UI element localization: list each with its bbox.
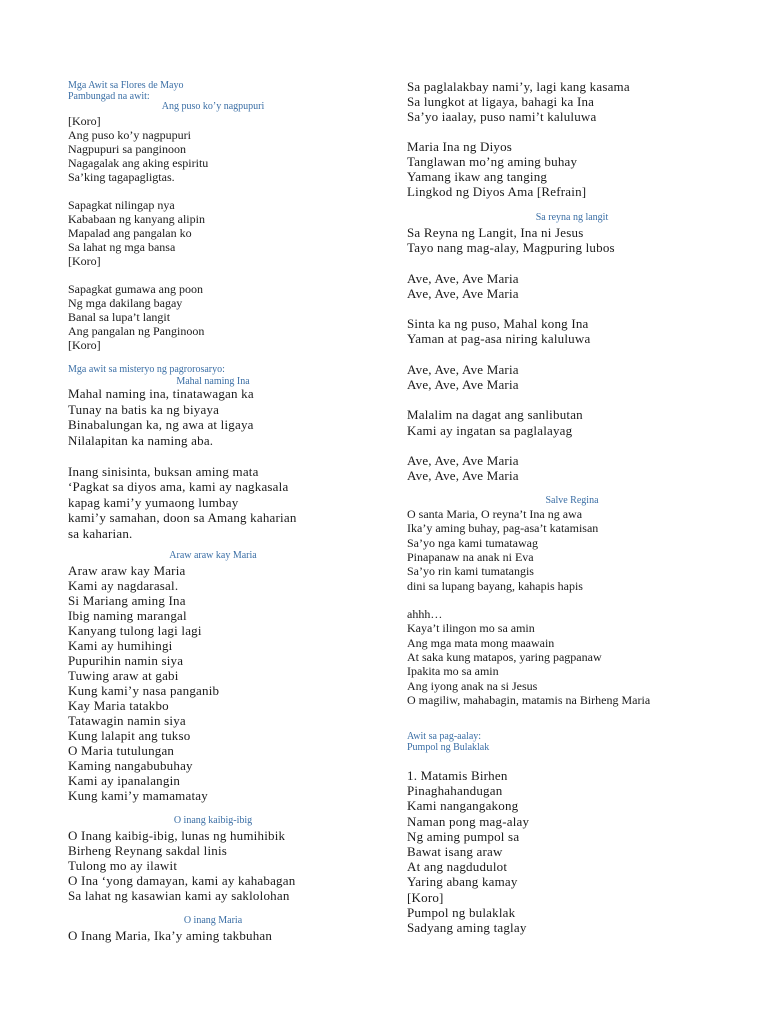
lyric-line: Kababaan ng kanyang alipin: [68, 212, 205, 226]
song-title: Sa reyna ng langit: [535, 212, 609, 223]
lyric-line: Ave, Ave, Ave Maria: [407, 468, 519, 484]
lyric-line: Sa’yo iaalay, puso nami’t kaluluwa: [407, 109, 597, 124]
lyric-line: Kaming nangabubuhay: [68, 758, 193, 773]
lyric-line: Pumpol ng bulaklak: [407, 904, 516, 920]
lyric-line: Ika’y aming buhay, pag-asa’t katamisan: [407, 521, 599, 536]
lyric-line: Bawat isang araw: [407, 844, 503, 859]
lyric-line: Sa Reyna ng Langit, Ina ni Jesus: [407, 225, 584, 240]
lyric-line: [Koro]: [68, 338, 101, 352]
lyric-line: Yaman at pag-asa niring kaluluwa: [407, 331, 591, 347]
lyric-line: Ave, Ave, Ave Maria: [407, 377, 519, 392]
lyric-line: Sa’yo nga kami tumatawag: [407, 535, 538, 550]
lyric-line: Yamang ikaw ang tanging: [407, 169, 548, 184]
lyric-line: Ave, Ave, Ave Maria: [407, 285, 519, 301]
lyric-line: Pinaghahandugan: [407, 783, 503, 799]
lyric-line: Tatawagin namin siya: [68, 713, 186, 728]
lyric-line: Mahal naming ina, tinatawagan ka: [68, 386, 254, 401]
lyric-line: At saka kung matapos, yaring pagpanaw: [407, 650, 602, 664]
lyric-line: Kami ay humihingi: [68, 638, 173, 653]
lyric-line: Sa lungkot at ligaya, bahagi ka Ina: [407, 94, 595, 109]
lyric-line: Sa lahat ng kasawian kami ay saklolohan: [68, 888, 290, 903]
lyric-line: Pupurihin namin siya: [68, 653, 184, 668]
lyric-line: Ang puso ko’y nagpupuri: [68, 128, 191, 142]
song-title: O inang Maria: [183, 915, 243, 926]
lyric-line: Tunay na batis ka ng biyaya: [68, 401, 220, 417]
lyric-line: Ang mga mata mong maawain: [407, 635, 555, 650]
lyric-line: Mapalad ang pangalan ko: [68, 226, 192, 240]
lyric-line: ahhh…: [407, 607, 443, 622]
song-title: O inang kaibig-ibig: [173, 815, 253, 826]
lyric-line: Banal sa lupa’t langit: [68, 310, 171, 324]
lyric-line: O Ina ‘yong damayan, kami ay kahabagan: [68, 873, 296, 888]
lyric-line: At ang nagdudulot: [407, 859, 508, 875]
song-title: Pumpol ng Bulaklak: [407, 742, 490, 753]
section-label-opening: Pambungad na awit:: [68, 91, 150, 102]
lyric-line: Lingkod ng Diyos Ama [Refrain]: [407, 184, 587, 199]
section-label-offering: Awit sa pag-aalay:: [407, 731, 482, 742]
lyric-line: Sa paglalakbay nami’y, lagi kang kasama: [407, 79, 630, 94]
lyric-line: Kung kami’y nasa panganib: [68, 683, 220, 698]
lyric-line: Tuwing araw at gabi: [68, 668, 179, 683]
lyric-line: Ng mga dakilang bagay: [68, 296, 183, 310]
lyric-line: Kami nangangakong: [407, 798, 519, 814]
lyric-line: Malalim na dagat ang sanlibutan: [407, 407, 583, 423]
lyric-line: [Koro]: [68, 254, 101, 268]
lyric-line: Kanyang tulong lagi lagi: [68, 623, 202, 638]
lyric-line: Ipakita mo sa amin: [407, 664, 499, 679]
song-title: Araw araw kay Maria: [169, 550, 257, 561]
lyric-line: Kung kami’y mamamatay: [68, 788, 208, 803]
lyric-line: Sapagkat nilingap nya: [68, 198, 175, 212]
lyric-line: Birheng Reynang sakdal linis: [68, 843, 228, 858]
lyric-line: Sa’king tagapagligtas.: [68, 170, 175, 184]
lyric-line: O Inang kaibig-ibig, lunas ng humihibik: [68, 828, 286, 843]
lyric-line: 1. Matamis Birhen: [407, 768, 508, 783]
lyric-line: Kami ay ipanalangin: [68, 773, 181, 788]
lyric-line: ‘Pagkat sa diyos ama, kami ay nagkasala: [68, 479, 289, 494]
lyric-line: [Koro]: [68, 114, 101, 128]
lyric-line: Kay Maria tatakbo: [68, 698, 169, 713]
collection-title: Mga Awit sa Flores de Mayo: [68, 80, 184, 91]
lyric-line: kapag kami’y yumaong lumbay: [68, 494, 239, 510]
lyric-line: Tulong mo ay ilawit: [68, 858, 178, 873]
lyric-line: Nagagalak ang aking espiritu: [68, 156, 209, 170]
song-title: Salve Regina: [545, 495, 599, 506]
lyric-line: O Inang Maria, Ika’y aming takbuhan: [68, 928, 273, 943]
lyric-line: Inang sinisinta, buksan aming mata: [68, 463, 259, 479]
lyric-line: Tanglawan mo’ng aming buhay: [407, 154, 578, 169]
lyric-line: Nilalapitan ka naming aba.: [68, 432, 214, 448]
lyric-line: Si Mariang aming Ina: [68, 593, 186, 608]
lyric-line: Pinapanaw na anak ni Eva: [407, 549, 534, 564]
lyric-line: Ave, Ave, Ave Maria: [407, 270, 519, 286]
lyric-line: Sa’yo rin kami tumatangis: [407, 564, 534, 579]
lyric-line: Ave, Ave, Ave Maria: [407, 361, 519, 377]
lyric-line: dini sa lupang bayang, kahapis hapis: [407, 578, 583, 593]
lyric-line: Yaring abang kamay: [407, 874, 518, 890]
lyric-line: [Koro]: [407, 889, 444, 905]
lyric-line: Ng aming pumpol sa: [407, 828, 520, 844]
lyric-line: O Maria tutulungan: [68, 743, 175, 758]
lyric-line: Kami ay nagdarasal.: [68, 578, 179, 593]
lyric-line: Naman pong mag-alay: [407, 813, 530, 829]
lyric-line: Sadyang aming taglay: [407, 920, 527, 935]
lyric-line: sa kaharian.: [68, 525, 133, 541]
lyric-line: Ave, Ave, Ave Maria: [407, 453, 519, 468]
song-title: Ang puso ko’y nagpupuri: [161, 101, 265, 112]
lyric-line: Ibig naming marangal: [68, 608, 187, 623]
lyric-line: O santa Maria, O reyna’t Ina ng awa: [407, 507, 583, 521]
lyric-line: Ang pangalan ng Panginoon: [68, 324, 205, 338]
lyric-line: Araw araw kay Maria: [68, 563, 186, 578]
lyric-line: Ang iyong anak na si Jesus: [407, 678, 538, 693]
song-title: Mahal naming Ina: [176, 376, 250, 387]
lyric-line: Nagpupuri sa panginoon: [68, 142, 186, 156]
lyric-line: kami’y samahan, doon sa Amang kaharian: [68, 510, 297, 525]
lyric-line: Kung lalapit ang tukso: [68, 728, 191, 743]
lyric-line: Kaya’t ilingon mo sa amin: [407, 621, 535, 636]
lyric-line: Maria Ina ng Diyos: [407, 139, 513, 154]
lyric-line: Sapagkat gumawa ang poon: [68, 282, 203, 296]
lyric-line: Kami ay ingatan sa paglalayag: [407, 422, 573, 438]
lyric-line: Tayo nang mag-alay, Magpuring lubos: [407, 240, 615, 256]
lyric-line: O magiliw, mahabagin, matamis na Birheng Maria: [407, 692, 651, 707]
lyric-line: Sa lahat ng mga bansa: [68, 240, 176, 254]
lyric-line: Binabalungan ka, ng awa at ligaya: [68, 417, 254, 432]
section-label-rosary: Mga awit sa misteryo ng pagrorosaryo:: [68, 364, 225, 375]
lyric-line: Sinta ka ng puso, Mahal kong Ina: [407, 316, 589, 332]
